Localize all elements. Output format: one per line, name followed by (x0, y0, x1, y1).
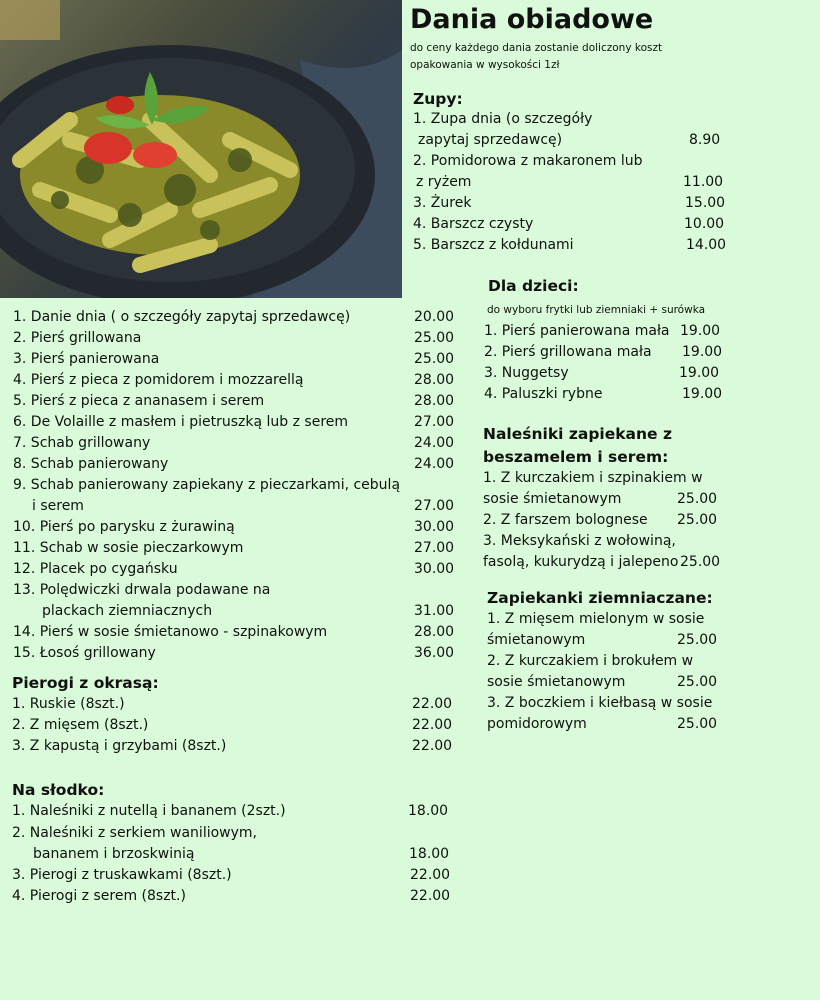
potato-bake-3-line2: pomidorowym (487, 716, 587, 732)
potato-bake-2-line2: sosie śmietanowym (487, 674, 626, 690)
soup-item-5-name: 5. Barszcz z kołdunami (413, 237, 574, 253)
dessert-item-2-name: 2. Naleśniki z serkiem waniliowym, (12, 825, 257, 841)
potato-bake-3-price: 25.00 (677, 716, 718, 732)
pierogi-item-2-price: 22.00 (412, 717, 453, 733)
dessert-item-1-price: 18.00 (408, 803, 449, 819)
main-item-7-name: 7. Schab grillowany (13, 435, 151, 451)
dessert-item-4-name: 4. Pierogi z serem (8szt.) (12, 888, 186, 904)
soups-heading: Zupy: (413, 90, 463, 108)
soup-item-2-line1: 2. Pomidorowa z makaronem lub (413, 153, 643, 169)
main-item-1-price: 20.00 (414, 309, 455, 325)
soup-item-1-price: 8.90 (689, 132, 721, 148)
kids-item-2-price: 19.00 (682, 344, 723, 360)
dessert-item-1-name: 1. Naleśniki z nutellą i bananem (2szt.) (12, 803, 286, 819)
main-item-3-price: 25.00 (414, 351, 455, 367)
dessert-item-4-price: 22.00 (410, 888, 451, 904)
kids-item-3-name: 3. Nuggetsy (484, 365, 569, 381)
crepes-item-2-price: 25.00 (677, 512, 718, 528)
main-item-8-name: 8. Schab panierowany (13, 456, 169, 472)
soup-item-1-line2: zapytaj sprzedawcę) (418, 132, 563, 148)
packaging-note-line1: do ceny każdego dania zostanie doliczony koszt (410, 42, 663, 54)
pierogi-heading: Pierogi z okrasą: (12, 674, 159, 692)
main-item-12-name: 12. Placek po cygańsku (13, 561, 178, 577)
main-item-9-price: 27.00 (414, 498, 455, 514)
kids-heading: Dla dzieci: (488, 277, 579, 295)
main-item-11-name: 11. Schab w sosie pieczarkowym (13, 540, 244, 556)
pierogi-item-1-price: 22.00 (412, 696, 453, 712)
crepes-heading-line1: Naleśniki zapiekane z (483, 425, 672, 443)
crepes-item-3-line1: 3. Meksykański z wołowiną, (483, 533, 676, 549)
dessert-item-2-price: 18.00 (409, 846, 450, 862)
pierogi-item-3-price: 22.00 (412, 738, 453, 754)
main-item-6-price: 27.00 (414, 414, 455, 430)
potato-bake-3-line1: 3. Z boczkiem i kiełbasą w sosie (487, 695, 713, 711)
potato-bake-2-price: 25.00 (677, 674, 718, 690)
main-item-9-name2: i serem (32, 498, 84, 514)
main-item-5-name: 5. Pierś z pieca z ananasem i serem (13, 393, 265, 409)
crepes-heading-line2: beszamelem i serem: (483, 448, 669, 466)
dessert-item-2-name2: bananem i brzoskwinią (33, 846, 195, 862)
soup-item-3-name: 3. Żurek (413, 195, 472, 211)
desserts-heading: Na słodko: (12, 781, 105, 799)
soup-item-4-name: 4. Barszcz czysty (413, 216, 534, 232)
soup-item-3-price: 15.00 (685, 195, 726, 211)
pasta-pesto-photo (0, 0, 402, 298)
main-item-4-name: 4. Pierś z pieca z pomidorem i mozzarellą (13, 372, 304, 388)
kids-item-2-name: 2. Pierś grillowana mała (484, 344, 652, 360)
crepes-item-3-price: 25.00 (680, 554, 721, 570)
crepes-item-2-line1: 2. Z farszem bolognese (483, 512, 648, 528)
kids-item-4-name: 4. Paluszki rybne (484, 386, 603, 402)
kids-item-4-price: 19.00 (682, 386, 723, 402)
main-item-2-price: 25.00 (414, 330, 455, 346)
main-item-15-name: 15. Łosoś grillowany (13, 645, 156, 661)
potato-bake-2-line1: 2. Z kurczakiem i brokułem w (487, 653, 694, 669)
pierogi-item-1-name: 1. Ruskie (8szt.) (12, 696, 125, 712)
dessert-item-3-name: 3. Pierogi z truskawkami (8szt.) (12, 867, 232, 883)
main-item-2-name: 2. Pierś grillowana (13, 330, 142, 346)
pierogi-item-3-name: 3. Z kapustą i grzybami (8szt.) (12, 738, 227, 754)
main-item-5-price: 28.00 (414, 393, 455, 409)
crepes-item-1-price: 25.00 (677, 491, 718, 507)
pierogi-item-2-name: 2. Z mięsem (8szt.) (12, 717, 149, 733)
main-item-14-name: 14. Pierś w sosie śmietanowo - szpinakowym (13, 624, 328, 640)
kids-item-1-name: 1. Pierś panierowana mała (484, 323, 670, 339)
main-item-6-name: 6. De Volaille z masłem i pietruszką lub z serem (13, 414, 349, 430)
main-item-9-name: 9. Schab panierowany zapiekany z pieczarkami, cebulą (13, 477, 401, 493)
potato-bake-1-line2: śmietanowym (487, 632, 586, 648)
main-item-1-name: 1. Danie dnia ( o szczegóły zapytaj sprzedawcę) (13, 309, 351, 325)
potato-bake-1-price: 25.00 (677, 632, 718, 648)
packaging-note-line2: opakowania w wysokości 1zł (410, 59, 560, 71)
main-item-13-name2: plackach ziemniacznych (42, 603, 213, 619)
kids-note: do wyboru frytki lub ziemniaki + surówka (487, 304, 706, 316)
soup-item-2-price: 11.00 (683, 174, 724, 190)
potato-bakes-heading: Zapiekanki ziemniaczane: (487, 589, 713, 607)
soup-item-2-line2: z ryżem (416, 174, 472, 190)
main-item-4-price: 28.00 (414, 372, 455, 388)
main-item-10-name: 10. Pierś po parysku z żurawiną (13, 519, 235, 535)
page-title: Dania obiadowe (410, 4, 654, 35)
pasta-illustration (0, 0, 402, 298)
crepes-item-1-line2: sosie śmietanowym (483, 491, 622, 507)
soup-item-5-price: 14.00 (686, 237, 727, 253)
kids-item-3-price: 19.00 (679, 365, 720, 381)
soup-item-1-line1: 1. Zupa dnia (o szczegóły (413, 111, 593, 127)
dessert-item-3-price: 22.00 (410, 867, 451, 883)
main-item-8-price: 24.00 (414, 456, 455, 472)
main-item-13-name: 13. Polędwiczki drwala podawane na (13, 582, 271, 598)
crepes-item-3-line2: fasolą, kukurydzą i jalepeno (483, 554, 679, 570)
main-item-12-price: 30.00 (414, 561, 455, 577)
main-item-3-name: 3. Pierś panierowana (13, 351, 160, 367)
kids-item-1-price: 19.00 (680, 323, 721, 339)
main-item-13-price: 31.00 (414, 603, 455, 619)
crepes-item-1-line1: 1. Z kurczakiem i szpinakiem w (483, 470, 703, 486)
soup-item-4-price: 10.00 (684, 216, 725, 232)
main-item-11-price: 27.00 (414, 540, 455, 556)
main-item-14-price: 28.00 (414, 624, 455, 640)
main-item-15-price: 36.00 (414, 645, 455, 661)
main-item-7-price: 24.00 (414, 435, 455, 451)
potato-bake-1-line1: 1. Z mięsem mielonym w sosie (487, 611, 705, 627)
main-item-10-price: 30.00 (414, 519, 455, 535)
